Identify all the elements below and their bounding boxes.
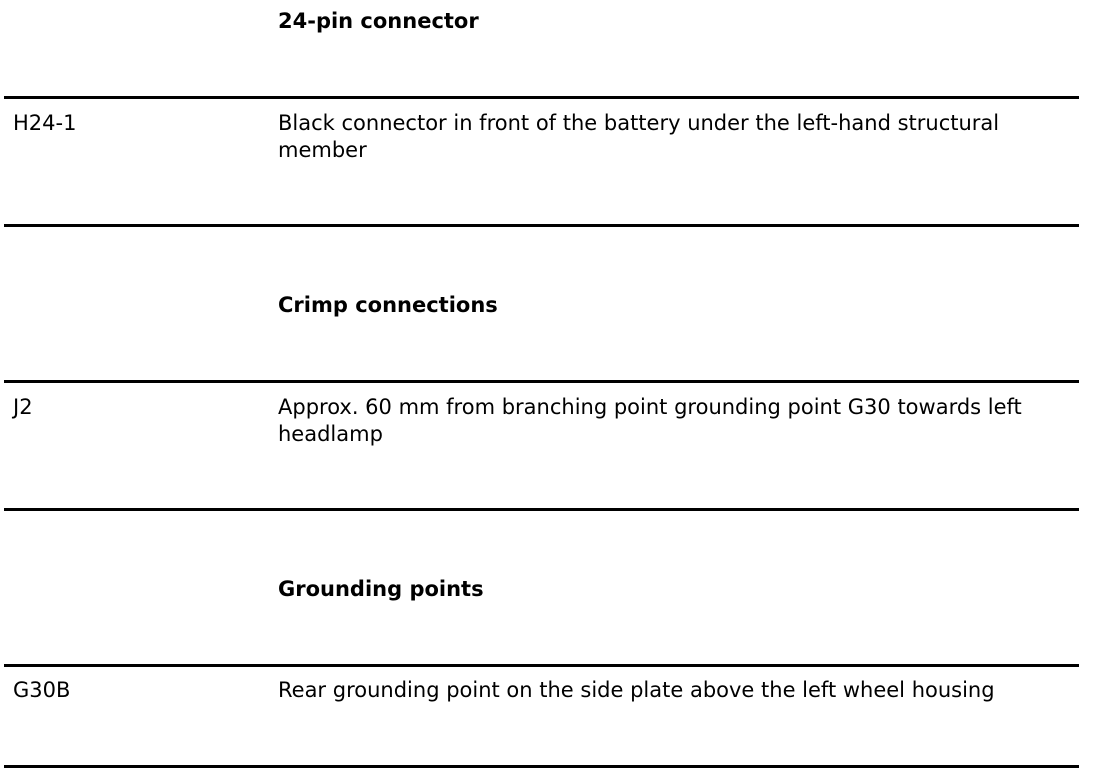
section-heading-crimp-connections: Crimp connections — [278, 293, 498, 317]
component-code: J2 — [13, 395, 33, 419]
component-code: H24-1 — [13, 111, 77, 135]
section-top-divider — [4, 96, 1079, 99]
section-bottom-divider — [4, 508, 1079, 511]
section-bottom-divider — [4, 765, 1079, 768]
component-location-description: Approx. 60 mm from branching point grounding point G30 towards left headlamp — [278, 395, 1022, 446]
component-location-description: Rear grounding point on the side plate above the left wheel housing — [278, 678, 995, 702]
section-top-divider — [4, 380, 1079, 383]
section-heading-grounding-points: Grounding points — [278, 577, 484, 601]
section-bottom-divider — [4, 224, 1079, 227]
section-top-divider — [4, 664, 1079, 667]
component-location-description: Black connector in front of the battery under the left-hand structural member — [278, 111, 1000, 162]
component-code: G30B — [13, 678, 71, 702]
section-heading-24-pin-connector: 24-pin connector — [278, 9, 479, 33]
